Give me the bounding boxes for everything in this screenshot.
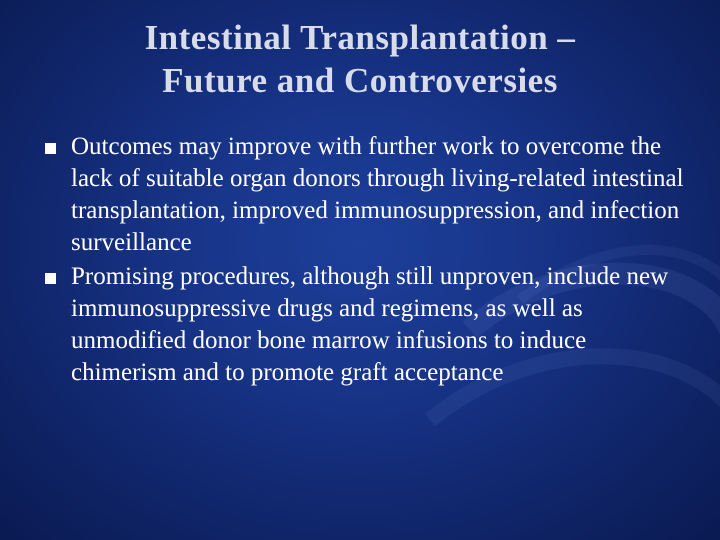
square-bullet-icon bbox=[45, 273, 56, 284]
square-bullet-icon bbox=[45, 143, 56, 154]
bullet-item-procedures bbox=[0, 261, 720, 389]
title-line-2: Future and Controversies bbox=[162, 61, 558, 100]
bullet-list bbox=[0, 131, 720, 391]
bullet-text: Promising procedures, although still unproven, include new immunosuppressive drugs and regimens, as well as unmodified donor bone marrow infusions to induce chimerism and to promote graft acceptance bbox=[71, 263, 669, 386]
title-line-1: Intestinal Transplantation – bbox=[144, 18, 576, 57]
bullet-text: Outcomes may improve with further work to overcome the lack of suitable organ donors through living-related intestinal transplantation, improved immunosuppression, and infection surveillance bbox=[71, 133, 684, 256]
bullet-item-outcomes bbox=[0, 131, 720, 259]
slide-title bbox=[60, 16, 660, 102]
